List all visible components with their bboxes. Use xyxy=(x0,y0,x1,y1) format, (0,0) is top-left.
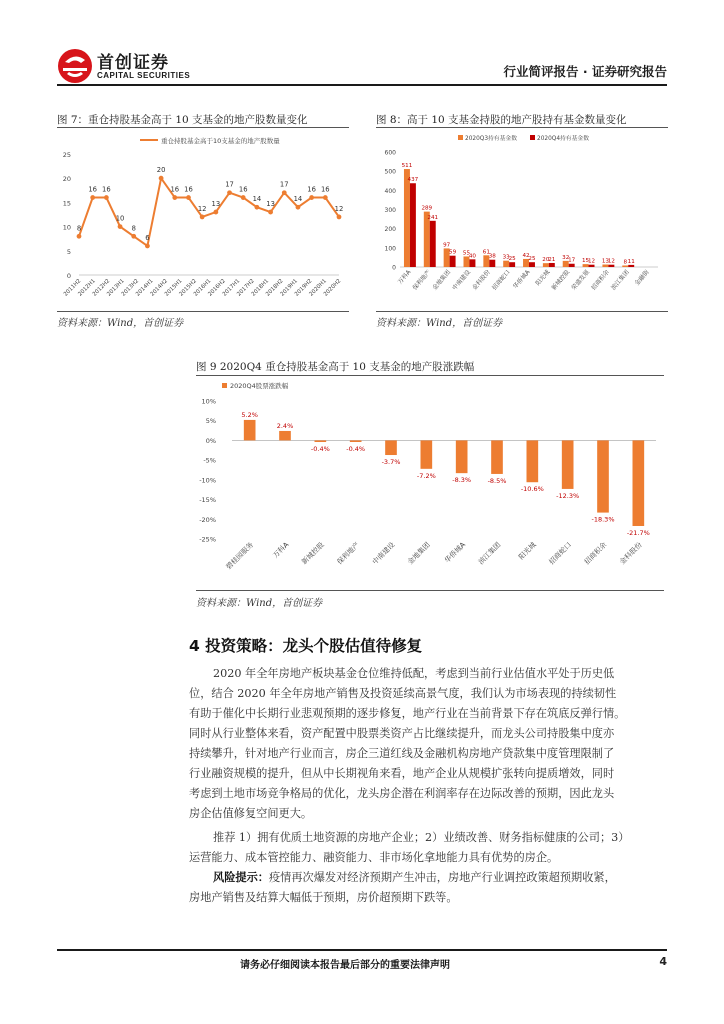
legend-label: 重仓持股基金高于10支基金的地产股数量 xyxy=(161,137,280,145)
data-label: 21 xyxy=(548,256,556,263)
legend-label: 2020Q4股票涨跌幅 xyxy=(230,382,289,390)
data-point xyxy=(309,195,314,200)
data-label: 12 xyxy=(197,204,207,213)
logo-name-en: CAPITAL SECURITIES xyxy=(97,71,191,80)
x-tick-label: 2011H2 xyxy=(62,278,83,298)
bar xyxy=(608,265,614,267)
x-tick-label: 2018H2 xyxy=(265,278,285,298)
fig9-bottom-rule xyxy=(196,590,664,591)
data-point xyxy=(145,244,150,249)
data-label: 16 xyxy=(184,185,193,194)
x-tick-label: 2012H2 xyxy=(91,278,112,298)
bar xyxy=(602,265,608,267)
bar xyxy=(562,440,574,488)
y-tick-label: 400 xyxy=(384,187,396,195)
bar xyxy=(385,440,397,455)
data-label: 13 xyxy=(601,258,609,265)
data-point xyxy=(296,205,301,210)
bar xyxy=(404,169,410,267)
logo xyxy=(57,48,93,84)
x-tick-label: 荣盛发展 xyxy=(570,268,592,292)
fig9-source: 资料来源：Wind，首创证券 xyxy=(196,598,323,609)
data-label: 6 xyxy=(145,233,150,242)
risk-text-2: 房地产销售及结算大幅低于预期，房价超预期下跌等。 xyxy=(189,891,458,904)
y-tick-label: 10% xyxy=(201,397,216,406)
data-label: 17 xyxy=(568,257,576,264)
x-tick-label: 保利地产 xyxy=(411,268,433,292)
y-tick-label: 0 xyxy=(66,272,71,280)
x-tick-label: 保利地产 xyxy=(335,540,362,567)
data-point xyxy=(186,195,191,200)
y-tick-label: 100 xyxy=(384,245,396,253)
bar xyxy=(622,265,628,267)
legend-swatch xyxy=(458,135,463,140)
data-label: 16 xyxy=(238,185,248,194)
y-tick-label: -15% xyxy=(199,496,216,505)
series-line xyxy=(76,178,339,246)
bar xyxy=(633,440,645,526)
data-point xyxy=(323,195,328,200)
data-point xyxy=(77,234,82,239)
risk-text: 疫情再次爆发对经济预期产生冲击，房地产行业调控政策超预期收紧， xyxy=(268,871,616,884)
report-type: 行业简评报告 · 证券研究报告 xyxy=(503,64,667,79)
paragraph-2 xyxy=(189,828,667,868)
data-label: 55 xyxy=(462,250,471,257)
data-point xyxy=(213,210,218,215)
risk-paragraph xyxy=(189,868,667,908)
data-label: -18.3% xyxy=(591,515,615,524)
x-tick-label: 中南建设 xyxy=(451,268,472,292)
y-tick-label: 5% xyxy=(205,417,216,426)
data-label: -8.3% xyxy=(452,476,472,485)
data-point xyxy=(131,234,136,239)
data-label: -8.5% xyxy=(487,476,507,485)
bar xyxy=(410,183,416,267)
bar xyxy=(569,264,575,267)
data-label: 59 xyxy=(449,249,457,256)
data-label: 8 xyxy=(131,224,136,233)
p1-line: 同时从行业整体来看，资产配置中股票类资产占比继续提升，而龙头公司持股集中度亦 xyxy=(189,727,615,740)
page-number: 4 xyxy=(659,955,667,968)
x-tick-label: 2013H2 xyxy=(120,278,141,298)
data-label: 437 xyxy=(407,177,419,184)
x-tick-label: 2017H2 xyxy=(236,278,256,298)
p2-line: 推荐 1）拥有优质土地资源的房地产企业；2）业绩改善、财务指标健康的公司；3） xyxy=(213,831,630,844)
y-tick-label: -5% xyxy=(203,456,216,465)
y-tick-label: 5 xyxy=(66,247,71,256)
data-label: 15 xyxy=(581,258,590,265)
data-label: 14 xyxy=(293,195,303,204)
x-tick-label: 2012H1 xyxy=(77,278,97,298)
bar xyxy=(543,263,549,267)
bar xyxy=(491,440,503,474)
x-tick-label: 2020H1 xyxy=(308,278,328,298)
x-tick-label: 万科A xyxy=(396,268,413,286)
data-label: 2.4% xyxy=(276,421,294,430)
data-label: 16 xyxy=(320,185,330,194)
x-tick-label: 2017H1 xyxy=(221,278,242,298)
data-label: 32 xyxy=(562,254,570,261)
p1-line: 有助于催化中长期行业悲观预期的逐步修复，地产行业在当前背景下存在筑底反弹行情。 xyxy=(189,707,626,720)
data-label: 16 xyxy=(102,185,111,194)
bar xyxy=(549,263,555,267)
footer-rule xyxy=(57,949,667,951)
x-tick-label: 金地集团 xyxy=(431,268,453,292)
data-label: -12.3% xyxy=(556,491,580,500)
data-label: 25 xyxy=(528,256,536,263)
data-label: 11 xyxy=(627,258,635,265)
data-label: -0.4% xyxy=(346,445,366,454)
x-tick-label: 阳光城 xyxy=(534,268,552,288)
logo-mark-icon xyxy=(57,48,93,84)
bar xyxy=(469,259,475,267)
y-tick-label: -20% xyxy=(199,515,216,524)
data-label: 10 xyxy=(115,214,125,223)
bar xyxy=(450,256,456,267)
x-tick-label: 2018H1 xyxy=(250,278,271,298)
fig8-title: 图 8：高于 10 支基金持股的地产股持有基金数量变化 xyxy=(376,114,627,126)
data-label: -7.2% xyxy=(416,471,436,480)
data-label: 12 xyxy=(334,204,344,213)
legend-swatch xyxy=(530,135,535,140)
data-label: 20 xyxy=(542,257,550,264)
fig7-line-chart xyxy=(57,130,349,310)
x-tick-label: 新城控股 xyxy=(550,268,572,292)
y-tick-label: 20 xyxy=(62,175,71,184)
bar xyxy=(430,221,436,267)
data-label: 97 xyxy=(443,242,451,249)
data-point xyxy=(254,205,259,210)
y-tick-label: 300 xyxy=(384,207,396,214)
bar xyxy=(244,420,256,441)
fig8-bottom-rule xyxy=(376,311,668,312)
data-point xyxy=(282,190,287,195)
data-point xyxy=(227,190,232,195)
data-label: 289 xyxy=(421,205,433,212)
data-point xyxy=(90,195,95,200)
risk-label: 风险提示： xyxy=(213,871,269,884)
fig8-source: 资料来源：Wind，首创证券 xyxy=(376,318,503,329)
legend-label: 2020Q3持有基金数 xyxy=(465,136,517,142)
y-tick-label: 0% xyxy=(205,436,216,445)
section-title: 4 投资策略：龙头个股估值待修复 xyxy=(189,637,423,655)
data-label: 40 xyxy=(468,253,477,260)
x-tick-label: 中南建设 xyxy=(370,540,397,567)
x-tick-label: 滨江集团 xyxy=(609,268,631,292)
header-rule xyxy=(57,84,667,86)
bar xyxy=(489,260,495,267)
data-label: 33 xyxy=(502,254,510,261)
x-tick-label: 招商蛇口 xyxy=(490,268,512,292)
y-tick-label: 0 xyxy=(392,264,396,272)
data-point xyxy=(159,176,164,181)
data-point xyxy=(268,210,273,215)
data-point xyxy=(172,195,177,200)
data-point xyxy=(118,224,123,229)
legend-label: 2020Q4持有基金数 xyxy=(537,136,589,142)
x-tick-label: 招商积余 xyxy=(582,540,609,567)
y-tick-label: -10% xyxy=(199,476,216,485)
x-tick-label: 2013H1 xyxy=(106,278,126,298)
data-label: -3.7% xyxy=(381,458,401,467)
bar xyxy=(529,262,535,267)
x-tick-label: 金科股份 xyxy=(471,268,492,292)
bar xyxy=(350,440,362,442)
data-label: 16 xyxy=(170,185,180,194)
fig7-source: 资料来源：Wind，首创证券 xyxy=(57,318,184,329)
data-label: 20 xyxy=(156,166,166,175)
x-tick-label: 2014H1 xyxy=(135,278,155,298)
bar xyxy=(628,265,634,267)
fig8-top-rule xyxy=(376,127,668,128)
bar xyxy=(597,440,609,512)
fig9-bar-chart xyxy=(196,378,664,590)
p1-line: 房企估值修复空间更大。 xyxy=(189,807,313,820)
x-tick-label: 2014H2 xyxy=(149,278,170,298)
p1-line: 考虑到土地市场竞争格局的优化，龙头房企潜在利润率存在边际改善的预期，因此龙头 xyxy=(189,787,615,800)
fig7-top-rule xyxy=(57,127,349,128)
p1-line: 持续攀升，针对地产行业而言，房企三道红线及金融机构房地产贷款集中度管理限制了 xyxy=(189,747,615,760)
data-label: 17 xyxy=(279,180,289,189)
data-label: 5.2% xyxy=(241,410,258,419)
data-label: 241 xyxy=(427,214,439,221)
x-tick-label: 2016H2 xyxy=(207,278,227,298)
data-label: 8 xyxy=(76,224,82,233)
x-tick-label: 招商积余 xyxy=(590,268,611,292)
x-tick-label: 阳光城 xyxy=(517,540,538,562)
x-tick-label: 2016H1 xyxy=(192,278,213,298)
x-tick-label: 新城控股 xyxy=(300,540,326,567)
y-tick-label: 600 xyxy=(384,149,396,157)
p2-line: 运营能力、成本管控能力、融资能力、非市场化拿地能力具有优势的房企。 xyxy=(189,851,559,864)
data-point xyxy=(200,215,205,220)
data-label: 38 xyxy=(488,253,496,260)
p1-line: 位，结合 2020 年全年房地产销售及投资延续高景气度，我们认为市场表现的持续韧性 xyxy=(189,687,617,700)
y-tick-label: 25 xyxy=(62,151,71,159)
y-tick-label: 500 xyxy=(384,168,396,176)
data-label: 12 xyxy=(607,258,615,265)
footer-disclaimer: 请务必仔细阅读本报告最后部分的重要法律声明 xyxy=(240,960,450,971)
data-label: 61 xyxy=(482,249,490,256)
y-tick-label: 15 xyxy=(62,199,71,208)
data-label: 42 xyxy=(522,252,530,259)
data-label: 13 xyxy=(266,200,275,209)
y-tick-label: -25% xyxy=(199,535,216,544)
x-tick-label: 金地集团 xyxy=(406,540,432,567)
x-tick-label: 2015H2 xyxy=(178,278,198,298)
data-label: 8 xyxy=(623,259,628,266)
fig8-bar-chart xyxy=(376,130,668,310)
data-point xyxy=(337,215,342,220)
x-tick-label: 2015H1 xyxy=(163,278,184,298)
data-label: 12 xyxy=(587,258,596,265)
data-label: 16 xyxy=(307,185,316,194)
data-label: -10.6% xyxy=(520,485,544,494)
data-label: 511 xyxy=(401,163,413,170)
bar xyxy=(315,440,327,442)
x-tick-label: 2019H1 xyxy=(279,278,300,298)
bar xyxy=(509,262,515,267)
data-label: 17 xyxy=(225,180,234,189)
x-tick-label: 滨江集团 xyxy=(476,540,503,567)
data-label: -0.4% xyxy=(310,445,330,454)
x-tick-label: 金科股份 xyxy=(618,540,644,567)
fig9-top-rule xyxy=(196,375,664,376)
fig7-bottom-rule xyxy=(57,311,349,312)
x-tick-label: 万科A xyxy=(271,540,291,560)
p1-line: 行业融资规模的提升，但从中长期视角来看，地产企业从规模扩张转向提质增效，同时 xyxy=(189,767,615,780)
logo-name-cn: 首创证券 xyxy=(97,53,169,73)
y-tick-label: 10 xyxy=(62,223,71,232)
data-label: 25 xyxy=(508,256,516,263)
x-tick-label: 2020H2 xyxy=(322,278,343,298)
x-tick-label: 碧桂园服务 xyxy=(224,540,256,572)
x-tick-label: 华侨城A xyxy=(511,268,532,291)
bar xyxy=(456,440,468,473)
paragraph-1 xyxy=(189,664,667,824)
data-label: -21.7% xyxy=(626,528,650,537)
x-tick-label: 华侨城A xyxy=(443,540,468,565)
p1-line: 2020 年全年房地产板块基金仓位维持低配，考虑到当前行业估值水平处于历史低 xyxy=(213,667,615,680)
y-tick-label: 200 xyxy=(384,226,396,234)
fig9-title: 图 9 2020Q4 重仓持股基金高于 10 支基金的地产股涨跌幅 xyxy=(196,361,475,373)
x-tick-label: 金融街 xyxy=(633,268,651,288)
x-tick-label: 招商蛇口 xyxy=(547,540,574,567)
data-label: 13 xyxy=(211,200,221,209)
fig7-title: 图 7：重仓持股基金高于 10 支基金的地产股数量变化 xyxy=(57,114,308,126)
bar xyxy=(527,440,539,482)
legend-swatch xyxy=(222,383,227,388)
data-point xyxy=(104,195,109,200)
data-label: 14 xyxy=(252,195,262,204)
bar xyxy=(279,431,291,440)
x-tick-label: 2019H2 xyxy=(293,278,314,298)
data-point xyxy=(241,195,246,200)
bar xyxy=(421,440,433,468)
data-label: 16 xyxy=(88,185,98,194)
bar xyxy=(589,265,595,267)
